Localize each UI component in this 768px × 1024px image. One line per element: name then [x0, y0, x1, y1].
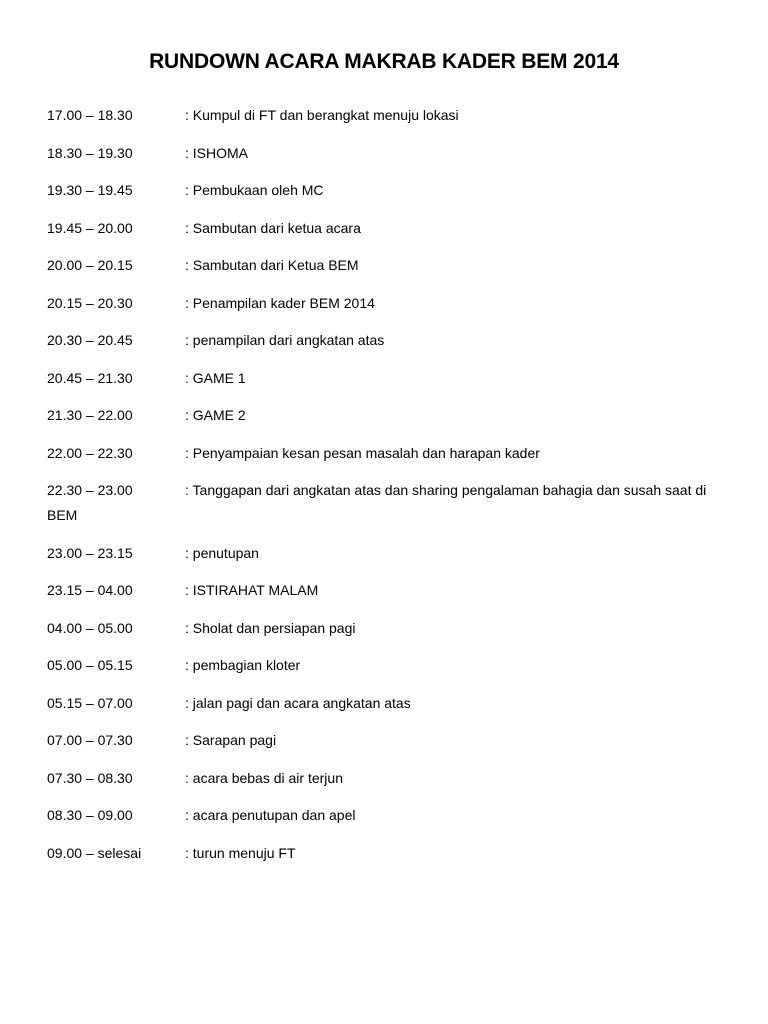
- schedule-time: 19.30 – 19.45: [47, 182, 133, 198]
- schedule-time: 07.30 – 08.30: [47, 769, 133, 786]
- schedule-row: [47, 178, 737, 203]
- page-title: RUNDOWN ACARA MAKRAB KADER BEM 2014: [149, 50, 619, 73]
- schedule-activity: : acara penutupan dan apel: [185, 807, 356, 823]
- schedule-row: [47, 841, 737, 866]
- schedule-time: 09.00 – selesai: [47, 844, 142, 861]
- schedule-row: [47, 366, 737, 391]
- schedule-time: 20.00 – 20.15: [47, 257, 133, 273]
- schedule-time: 20.30 – 20.45: [47, 332, 133, 348]
- schedule-row: [47, 541, 737, 566]
- schedule-time: 20.15 – 20.30: [47, 294, 133, 311]
- schedule-activity: : jalan pagi dan acara angkatan atas: [185, 694, 411, 711]
- schedule-activity: : penutupan: [185, 544, 259, 561]
- schedule-activity: : Penampilan kader BEM 2014: [185, 294, 375, 311]
- schedule-row: [47, 403, 737, 428]
- schedule-row: [47, 728, 737, 753]
- schedule-row: [47, 103, 737, 128]
- schedule-row: [47, 253, 737, 278]
- schedule-row: [47, 803, 737, 828]
- schedule-activity: : Sarapan pagi: [185, 732, 277, 748]
- schedule-activity: : turun menuju FT: [185, 844, 296, 861]
- schedule-time: 20.45 – 21.30: [47, 369, 133, 386]
- schedule-activity: : Pembukaan oleh MC: [185, 182, 324, 198]
- schedule-activity: : GAME 2: [185, 407, 246, 423]
- schedule-activity: : Penyampaian kesan pesan masalah dan harapan kader: [185, 444, 540, 461]
- schedule-time: 07.00 – 07.30: [47, 732, 133, 748]
- schedule-activity: : Kumpul di FT dan berangkat menuju lokasi: [185, 107, 459, 123]
- schedule-activity: : GAME 1: [185, 369, 246, 386]
- schedule-time: 05.15 – 07.00: [47, 694, 133, 711]
- schedule-time: 22.30 – 23.00: [47, 482, 133, 498]
- schedule-activity: : Sambutan dari Ketua BEM: [185, 257, 359, 273]
- schedule-activity: : ISTIRAHAT MALAM: [185, 582, 319, 598]
- schedule-activity: : penampilan dari angkatan atas: [185, 332, 385, 348]
- schedule-row: [47, 291, 737, 316]
- schedule-time: 23.15 – 04.00: [47, 582, 133, 598]
- schedule-time: 22.00 – 22.30: [47, 444, 133, 461]
- schedule-activity: : pembagian kloter: [185, 657, 301, 673]
- schedule-time: 17.00 – 18.30: [47, 107, 133, 123]
- schedule-time: 23.00 – 23.15: [47, 544, 133, 561]
- schedule-time: 21.30 – 22.00: [47, 407, 133, 423]
- schedule-row: [47, 328, 737, 353]
- schedule-activity: : Tanggapan dari angkatan atas dan sharing pengalaman bahagia dan susah saat di BEM: [47, 482, 707, 523]
- schedule-activity: : Sambutan dari ketua acara: [185, 219, 361, 236]
- schedule-time: 05.00 – 05.15: [47, 657, 133, 673]
- schedule-time: 19.45 – 20.00: [47, 219, 133, 236]
- schedule-row: [47, 478, 737, 528]
- schedule-list: [47, 103, 737, 878]
- schedule-row: [47, 691, 737, 716]
- schedule-row: [47, 653, 737, 678]
- schedule-activity: : acara bebas di air terjun: [185, 769, 343, 786]
- schedule-row: [47, 441, 737, 466]
- schedule-row: [47, 766, 737, 791]
- schedule-row: [47, 616, 737, 641]
- schedule-time: 04.00 – 05.00: [47, 619, 133, 636]
- schedule-activity: : Sholat dan persiapan pagi: [185, 619, 356, 636]
- schedule-row: [47, 141, 737, 166]
- schedule-time: 18.30 – 19.30: [47, 144, 133, 161]
- schedule-time: 08.30 – 09.00: [47, 807, 133, 823]
- schedule-row: [47, 216, 737, 241]
- schedule-row: [47, 578, 737, 603]
- schedule-activity: : ISHOMA: [185, 144, 249, 161]
